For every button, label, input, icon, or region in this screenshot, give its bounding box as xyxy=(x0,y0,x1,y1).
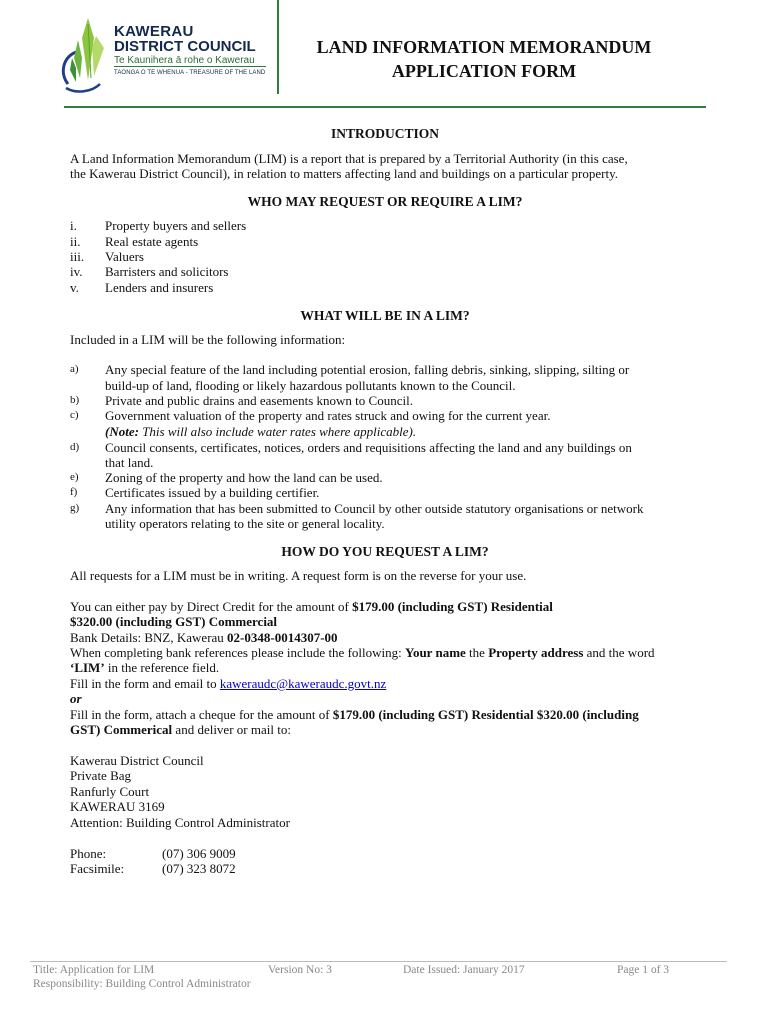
logo-maori-tagline: Te Kaunihera ā rohe o Kawerau xyxy=(114,55,255,66)
commercial-fee: $320.00 (including GST) Commercial xyxy=(70,614,278,629)
what-item-label: c) xyxy=(70,409,79,421)
note-label: (Note: xyxy=(105,424,139,439)
cheque-fee: $179.00 (including GST) Residential $320.00 (including xyxy=(332,707,639,722)
water-rates-note xyxy=(105,424,416,439)
reference-property-address: Property address xyxy=(488,645,584,660)
what-item-label: g) xyxy=(70,502,80,514)
phone-number: (07) 306 9009 xyxy=(162,846,236,861)
what-item-line: Government valuation of the property and rates struck and owing for the current year. xyxy=(105,408,551,423)
footer-version: Version No: 3 xyxy=(268,964,332,976)
reference-text: in the reference field. xyxy=(104,660,220,675)
what-item-label: b) xyxy=(70,394,80,406)
what-item-label: f) xyxy=(70,486,78,498)
reference-your-name: Your name xyxy=(405,645,466,660)
header-vertical-divider xyxy=(277,0,279,94)
title-line-2: APPLICATION FORM xyxy=(391,61,577,81)
what-item-line: Council consents, certificates, notices, orders and requisitions affecting the land and any buildings on xyxy=(105,440,632,455)
address-line: Kawerau District Council xyxy=(70,753,204,768)
footer-page-number: Page 1 of 3 xyxy=(617,964,670,976)
who-item-num: ii. xyxy=(70,234,81,249)
who-item-num: v. xyxy=(70,280,79,295)
what-intro: Included in a LIM will be the following information: xyxy=(70,332,346,347)
who-item-text: Real estate agents xyxy=(105,234,199,249)
what-heading: WHAT WILL BE IN A LIM? xyxy=(300,308,470,323)
what-item-label: d) xyxy=(70,441,80,453)
title-line-1: LAND INFORMATION MEMORANDUM xyxy=(316,37,652,57)
reference-line-2 xyxy=(70,660,219,675)
who-item-num: iii. xyxy=(70,249,85,264)
reference-line-1 xyxy=(70,645,655,660)
who-item-text: Property buyers and sellers xyxy=(105,218,247,233)
payment-line-1 xyxy=(70,599,553,614)
reference-text: When completing bank references please include the following: xyxy=(70,645,405,660)
email-text: Fill in the form and email to xyxy=(70,676,220,691)
what-item-line: Any information that has been submitted to Council by other outside statutory organisations or network xyxy=(105,501,644,516)
introduction-line-1: A Land Information Memorandum (LIM) is a report that is prepared by a Territorial Authority (in this case, xyxy=(70,151,628,166)
who-item-text: Valuers xyxy=(105,249,144,264)
footer-divider xyxy=(30,961,727,962)
introduction-line-2: the Kawerau District Council), in relation to matters affecting land and buildings on a particular property. xyxy=(70,166,618,181)
residential-fee: $179.00 (including GST) Residential xyxy=(352,599,553,614)
who-item-text: Barristers and solicitors xyxy=(105,264,229,279)
council-logo xyxy=(58,16,280,96)
header-horizontal-divider xyxy=(64,106,706,108)
who-item-num: i. xyxy=(70,218,77,233)
what-item-label: e) xyxy=(70,471,79,483)
who-item-num: iv. xyxy=(70,264,83,279)
what-item-line: Private and public drains and easements known to Council. xyxy=(105,393,413,408)
address-line: Attention: Building Control Administrator xyxy=(70,815,290,830)
address-line: Private Bag xyxy=(70,768,132,783)
phone-label: Phone: xyxy=(70,846,107,861)
logo-divider xyxy=(114,66,266,67)
email-link[interactable]: kaweraudc@kaweraudc.govt.nz xyxy=(219,676,387,691)
what-item-line: build-up of land, flooding or likely hazardous pollutants known to the Council. xyxy=(105,378,516,393)
what-item-label: a) xyxy=(70,363,79,375)
page-title xyxy=(283,35,685,83)
footer-date: Date Issued: January 2017 xyxy=(403,964,525,976)
or-separator: or xyxy=(70,691,82,706)
footer-title: Title: Application for LIM xyxy=(33,964,155,976)
reference-text: and the word xyxy=(583,645,655,660)
reference-text: the xyxy=(465,645,489,660)
who-item-text: Lenders and insurers xyxy=(105,280,214,295)
how-heading: HOW DO YOU REQUEST A LIM? xyxy=(281,544,489,559)
logo-small-tagline: TAONGA O TE WHENUA - TREASURE OF THE LAND xyxy=(114,70,266,76)
who-heading: WHO MAY REQUEST OR REQUIRE A LIM? xyxy=(247,194,523,209)
email-line xyxy=(70,676,386,691)
cheque-line-2 xyxy=(70,722,291,737)
logo-name-line1: KAWERAU xyxy=(114,23,194,40)
fax-number: (07) 323 8072 xyxy=(162,861,236,876)
cheque-fee-commercial: GST) Commerical xyxy=(70,722,173,737)
what-item-line: utility operators relating to the site or general locality. xyxy=(105,516,385,531)
how-paragraph-1: All requests for a LIM must be in writing. A request form is on the reverse for your use. xyxy=(70,568,527,583)
address-line: KAWERAU 3169 xyxy=(70,799,165,814)
reference-lim-word: ‘LIM’ xyxy=(70,660,105,675)
cheque-text: and deliver or mail to: xyxy=(172,722,291,737)
fax-label: Facsimile: xyxy=(70,861,125,876)
fern-emblem-icon xyxy=(58,18,112,96)
what-item-line: that land. xyxy=(105,455,154,470)
bank-details xyxy=(70,630,338,645)
footer-responsibility: Responsibility: Building Control Administrator xyxy=(33,978,251,990)
bank-account-number: 02-0348-0014307-00 xyxy=(227,630,338,645)
address-line: Ranfurly Court xyxy=(70,784,150,799)
payment-text: You can either pay by Direct Credit for the amount of xyxy=(70,599,353,614)
what-item-line: Certificates issued by a building certifier. xyxy=(105,485,320,500)
cheque-line-1 xyxy=(70,707,639,722)
bank-label: Bank Details: BNZ, Kawerau xyxy=(70,630,228,645)
cheque-text: Fill in the form, attach a cheque for the amount of xyxy=(70,707,333,722)
note-text: This will also include water rates where applicable). xyxy=(138,424,417,439)
logo-name-line2: DISTRICT COUNCIL xyxy=(114,38,256,55)
what-item-line: Zoning of the property and how the land can be used. xyxy=(105,470,383,485)
introduction-heading: INTRODUCTION xyxy=(330,126,439,141)
what-item-line: Any special feature of the land including potential erosion, falling debris, sinking, slipping, silting or xyxy=(105,362,630,377)
